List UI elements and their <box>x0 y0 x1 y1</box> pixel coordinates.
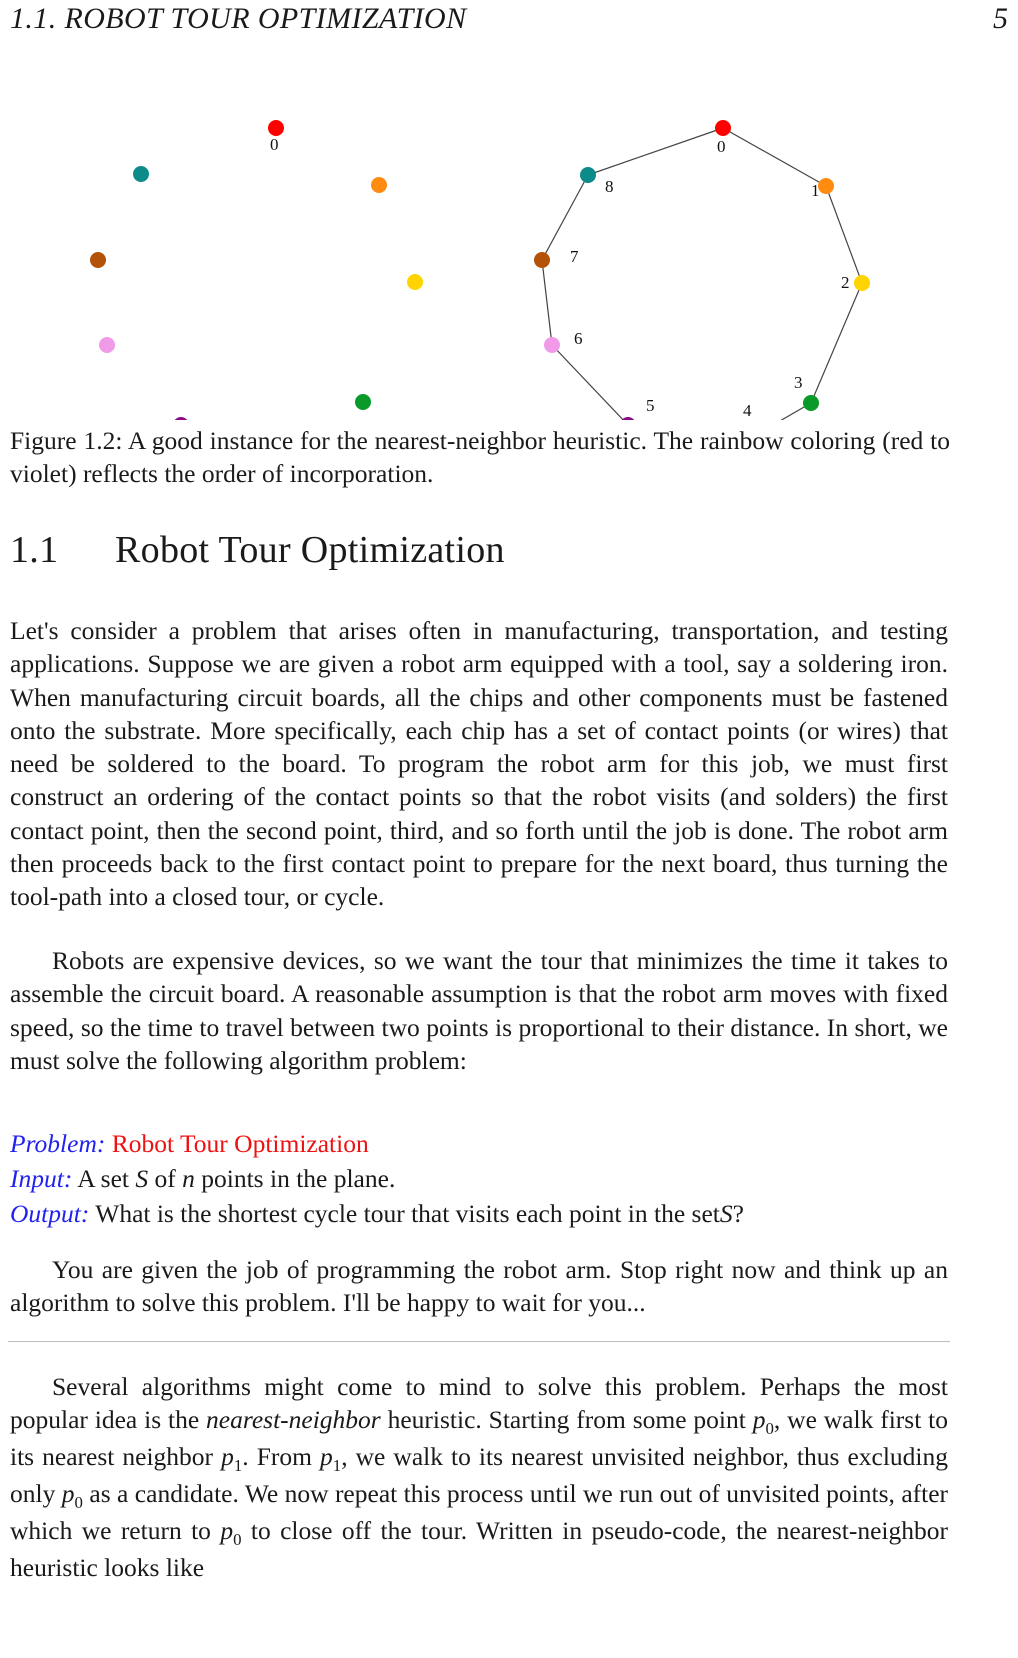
paragraph-text: You are given the job of programming the robot arm. Stop right now and think up an algorithm to solve this problem. I'll be happy to wait for you... <box>10 1255 948 1318</box>
scatter-point-p1 <box>371 177 387 193</box>
problem-keyword: Problem: <box>10 1129 106 1158</box>
output-text-a: What is the shortest cycle tour that visits each point in the set <box>95 1198 720 1228</box>
scatter-point-p2 <box>407 274 423 290</box>
input-var-n: n <box>182 1163 195 1193</box>
seg-5: , we walk to its nearest unvisited neighbor, thus excluding only <box>10 1442 949 1509</box>
horizontal-divider <box>8 1341 950 1342</box>
emphasis-nearest-neighbor: nearest-neighbor <box>206 1405 381 1435</box>
input-keyword: Input: <box>10 1163 73 1193</box>
seg-4: . From <box>242 1442 312 1472</box>
math-sub-1-a: 1 <box>233 1456 243 1476</box>
problem-line <box>10 1127 948 1162</box>
paragraph-robots <box>10 944 948 1077</box>
tour-point-n1 <box>818 178 834 194</box>
tour-edge-n2-n3 <box>811 283 862 403</box>
paragraph-intro <box>10 614 948 913</box>
point-labels <box>270 135 850 420</box>
scatter-points <box>90 120 423 420</box>
point-label-8: 8 <box>605 177 614 196</box>
tour-point-n2 <box>854 275 870 291</box>
running-head-title: 1.1. ROBOT TOUR OPTIMIZATION <box>10 2 467 35</box>
tour-edge-n1-n2 <box>826 186 862 283</box>
scatter-point-p8 <box>133 166 149 182</box>
paragraph-text <box>10 1370 948 1585</box>
scatter-point-p5 <box>173 417 189 420</box>
section-number: 1.1 <box>10 529 59 571</box>
point-label-5: 5 <box>646 396 655 415</box>
paragraph-text: Let's consider a problem that arises often in manufacturing, transportation, and testing applications. Suppose we are given a robot arm equipped with a tool, say a soldering iron. When manufacturing circuit boards, all the chips and other components must be fastened onto the substrate. More specifically, each chip has a set of contact points (or wires) that need be soldered to the board. To program the robot arm for this job, we must first construct an ordering of the contact points so that the robot visits (and solders) the first contact point, then the second point, third, and so forth until the job is done. The robot arm then proceeds back to the first contact point to prepare for the next board, thus turning the tool-path into a closed tour, or cycle. <box>10 616 948 912</box>
math-sub-0-a: 0 <box>765 1419 774 1439</box>
input-line <box>10 1162 948 1197</box>
seg-2: heuristic. Starting from some point <box>387 1405 746 1435</box>
point-label-3: 3 <box>794 373 803 392</box>
scatter-point-p0 <box>268 120 284 136</box>
tour-edge-n3-n4 <box>754 403 811 420</box>
output-keyword: Output: <box>10 1198 90 1228</box>
figure-caption: Figure 1.2: A good instance for the nearest-neighbor heuristic. The rainbow coloring (red to violet) reflects the order of incorporation. <box>10 426 950 488</box>
section-title: Robot Tour Optimization <box>115 529 505 571</box>
tour-edge-n0-n1 <box>723 128 826 186</box>
page-number: 5 <box>993 2 1008 35</box>
problem-specification <box>10 1127 948 1232</box>
scatter-point-p6 <box>99 337 115 353</box>
scatter-point-p3 <box>355 394 371 410</box>
input-text-c: points in the plane. <box>201 1163 396 1193</box>
math-sub-0-b: 0 <box>74 1493 83 1513</box>
math-var-p1-b: p <box>320 1442 333 1472</box>
output-text-b: ? <box>732 1198 744 1228</box>
tour-point-n3 <box>803 395 819 411</box>
point-label-4: 4 <box>743 401 752 420</box>
seg-1: Several algorithms might come to mind to solve this problem. Perhaps the most popular idea is the <box>10 1372 948 1435</box>
seg-7: to close off the tour. Written in pseudo-code, the nearest-neighbor heuristic looks like <box>10 1516 948 1583</box>
seg-3: , we walk first to its nearest neighbor <box>10 1405 948 1472</box>
section-heading <box>10 528 950 572</box>
output-line <box>10 1197 948 1232</box>
figure-canvas <box>0 50 1018 420</box>
input-text-a: A set <box>77 1163 130 1193</box>
input-text-b: of <box>154 1163 176 1193</box>
math-var-p1-a: p <box>221 1442 234 1472</box>
tour-point-n0 <box>715 120 731 136</box>
point-label-1: 1 <box>811 181 820 200</box>
point-label-2: 2 <box>841 273 850 292</box>
tour-edge-n6-n7 <box>542 260 552 345</box>
input-var-s: S <box>135 1163 149 1193</box>
point-label-6: 6 <box>574 329 583 348</box>
figure-1-2 <box>0 50 1018 420</box>
tour-points <box>534 120 870 420</box>
paragraph-nearest-neighbor <box>10 1370 948 1585</box>
output-var-s: S <box>719 1198 733 1228</box>
math-var-p0-c: p <box>220 1516 234 1546</box>
math-sub-0-c: 0 <box>233 1530 242 1550</box>
tour-point-n6 <box>544 337 560 353</box>
tour-edge-n8-n0 <box>588 128 723 175</box>
problem-name: Robot Tour Optimization <box>111 1129 369 1158</box>
math-var-p0-a: p <box>752 1405 766 1435</box>
running-head <box>10 2 1008 42</box>
point-label-7: 7 <box>570 247 579 266</box>
point-label-0: 0 <box>717 137 726 156</box>
math-sub-1-b: 1 <box>332 1456 342 1476</box>
paragraph-you-are-given <box>10 1253 948 1320</box>
point-label-0: 0 <box>270 135 279 154</box>
tour-edge-n7-n8 <box>542 175 588 260</box>
tour-point-n7 <box>534 252 550 268</box>
paragraph-text: Robots are expensive devices, so we want the tour that minimizes the time it takes to assemble the circuit board. A reasonable assumption is that the robot arm moves with fixed speed, so the time to travel between two points is proportional to their distance. In short, we must solve the following algorithm problem: <box>10 946 948 1075</box>
tour-edge-n5-n6 <box>552 345 628 420</box>
scatter-point-p7 <box>90 252 106 268</box>
math-var-p0-b: p <box>61 1479 75 1509</box>
seg-6: as a candidate. We now repeat this process until we run out of unvisited points, after which we return to <box>10 1479 949 1546</box>
tour-point-n8 <box>580 167 596 183</box>
